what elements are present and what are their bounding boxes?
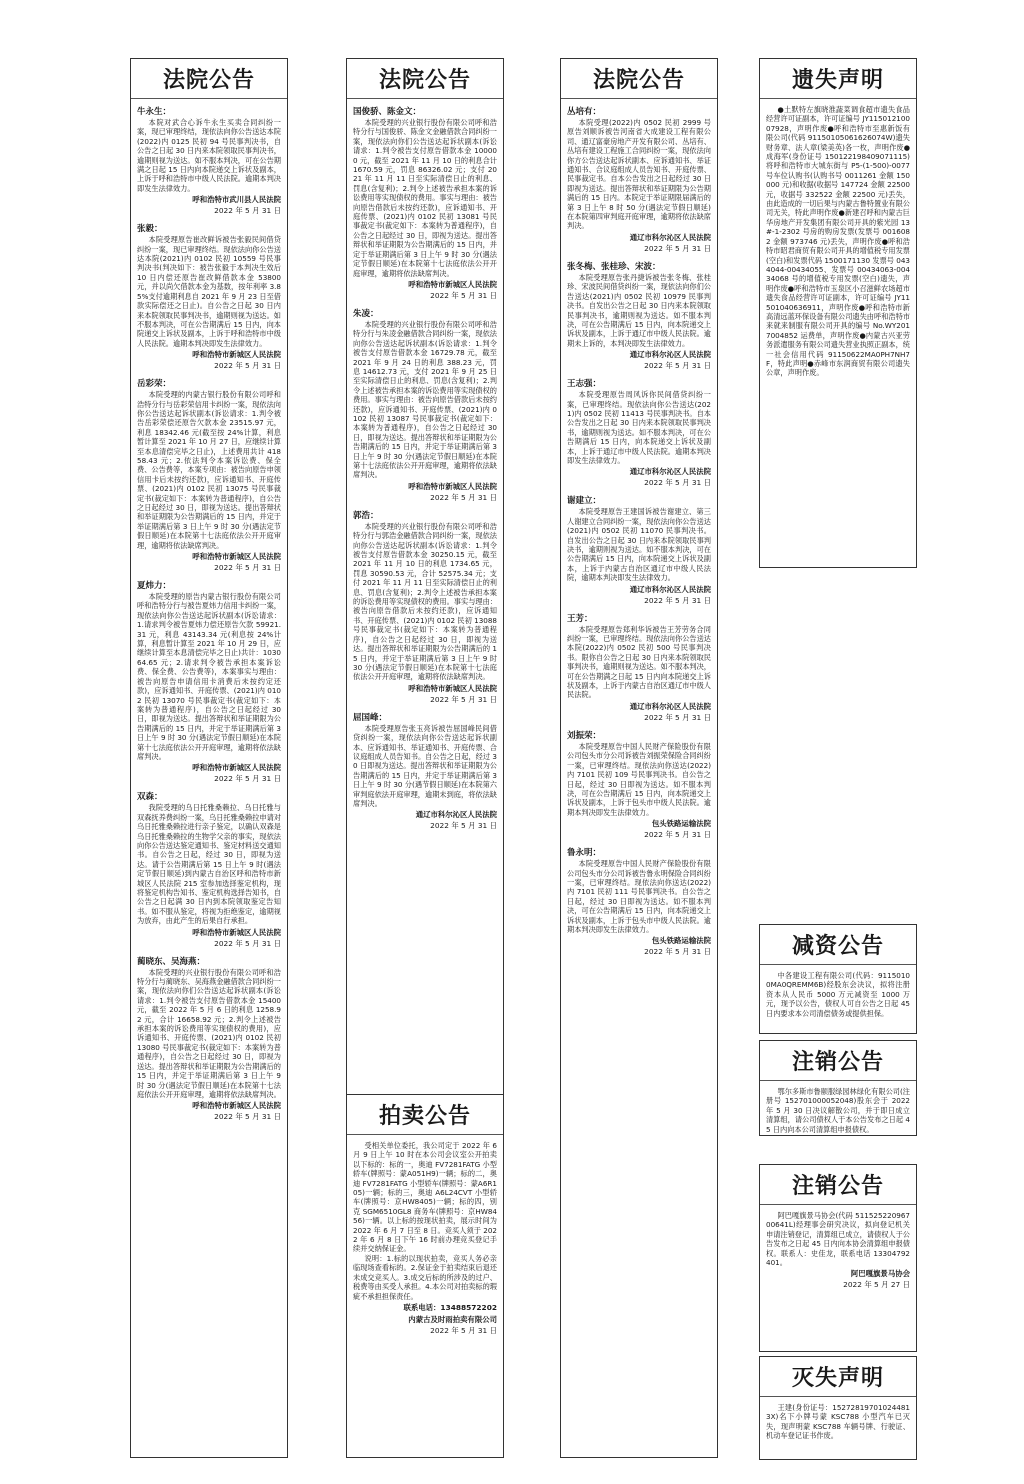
notice-addressee: 朱凌： [353,308,379,319]
notice-addressee: 牛永生： [137,107,172,117]
reduce-heading: 减资公告 [760,929,916,965]
notice-court: 呼和浩特市新城区人民法院 [192,927,281,937]
cancel-date: 2022 年 5 月 27 日 [843,1280,910,1290]
notice [561,846,717,957]
notice-addressee: 双森： [137,792,163,803]
notice-addressee: 屈国峰： [353,712,388,723]
auction-note: 说明：1.标的以现状拍卖，竞买人务必亲临现场查看标的。2.保证金于拍卖结束后退还未成交竞买人。3.成交后标的所涉及的过户、税费等由买受人承担。4.本公司对拍卖标的瑕疵不承担担保责任。 [353,1253,497,1301]
notice-date: 2022 年 5 月 31 日 [644,478,711,488]
notice-addressee: 谢建立： [567,496,602,507]
notice [561,260,717,371]
notice-court: 包头铁路运输法院 [651,936,711,946]
notice [760,1087,916,1134]
notice-addressee: 丛培有： [567,107,602,117]
cancellation-notice-box-2 [759,1164,917,1352]
notice-court: 通辽市科尔沁区人民法院 [629,232,711,242]
cancel-body: 阿巴嘎旗景马协会(代码 51152522096700641L)经理事会研究决议，拟向登记机关申请注销登记，清算组已成立，请债权人于公告发布之日起 45 日内向本协会清算组申报债权。联系人：史佳龙，联系电话 13304792401。 [766,1211,910,1268]
auction-date: 2022 年 5 月 31 日 [430,1325,497,1335]
notice-court: 通辽市科尔沁区人民法院 [629,584,711,594]
notice-addressee: 夏炜力： [137,581,172,592]
auction-heading: 拍卖公告 [347,1099,503,1135]
notice-court: 呼和浩特市新城区人民法院 [408,481,497,491]
notice-addressee: 蔺晓东、吴海燕： [137,956,206,967]
notice-date: 2022 年 5 月 31 日 [214,563,281,573]
notice-court: 通辽市科尔沁区人民法院 [629,701,711,711]
notice-court: 呼和浩特市新城区人民法院 [192,763,281,773]
notice-addressee: 国俊骄、陈金文： [353,107,422,117]
notice-body: 本院受理原告王建国诉被告谢建立、第三人谢建立合同纠纷一案，现依法向你公告送达(2021)内 0502 民初 11070 民事判决书。自发出公告之日起 30 日内来本院领取民事判决书，逾期则视为送达。如不服本判决，可在公告期满后 15 日内，向本院递交上诉状及副本，上诉于内蒙古自治区通辽市中级人民法院，逾期本判决即发生法律效力。 [567,507,711,583]
loss-statement-box [759,1356,917,1460]
notice-date: 2022 年 5 月 31 日 [430,290,497,300]
notice [347,105,503,301]
notice [131,579,287,784]
notice-court: 呼和浩特市新城区人民法院 [408,683,497,693]
court-notice-column-2 [346,58,504,1100]
notice-date: 2022 年 5 月 31 日 [644,361,711,371]
notice [347,1141,503,1336]
notice-body: 我院受理的乌日托雅桑赖拉、乌日托雅与双森抚养费纠纷一案，乌日托雅桑赖拉申请对乌日托雅桑赖拉进行亲子鉴定，以确认双森是乌日托雅桑赖拉的生物学父亲的事实，现依法向你公告送达鉴定通知书、鉴定材料送交通知书。自公告之日起，经过 30 日，即视为送达。请于公告期满后第 15 日上午 9 时(遇法定节假日顺延)到内蒙古自治区呼和浩特市新城区人民法院 215 室参加选择鉴定机构，现将鉴定机构告知书、鉴定机构选择告知书，自公告之日起满 30 日内到本院领取鉴定告知书。如不服从鉴定，将视为拒绝鉴定，逾期视为放弃，由此产生的后果自行承担。 [137,803,281,926]
notice-date: 2022 年 5 月 31 日 [214,938,281,948]
column-heading: 遗失声明 [760,63,916,99]
column-heading: 法院公告 [347,63,503,99]
notice-addressee: 刘振荣： [567,730,602,741]
notice-body: 本院受理的兴业银行股份有限公司呼和浩特分行与郭浩金融借款合同纠纷一案，现依法向你公告送达起诉状副本(诉讼请求：1.判令被告支付原告借款本金 30250.15 元，截至 2021 年 11 月 10 日的利息 1734.65 元，罚息 30590.53 元，合计 52575.34 元；支付 2021 年 11 月 11 日至实际清偿日止的利息、罚息(含复利)；2.判令上述被告承担本案的诉讼费用等实现债权的费用。事实与理由：被告向原告借款后未按约还款)，应诉通知书、开庭传票、(2021)内 0102 民初 13088 号民事裁定书(裁定如下：本案转为普通程序)，自公告之日起经过 30 日，即视为送达。提出答辩状和举证期限为公告期满后的 15 日内，并定于举证期满后第 3 日上午 9 时 30 分(遇法定节假日顺延)在本院第十七法庭依法公开开庭审理，逾期将依法缺席判决。 [353,521,497,682]
lost-statement-body: ●土默特左旗晓淮蔬菜调食超市遗失食品经营许可证副本，许可证编号 JY11501210007928，声明作废●呼和浩特市至惠新饭有限公司(代码 91150105061626074W)遗失财务章、法人章(梁美英)各一枚，声明作废●成海军(身份证号 150122198409071115)将呼和浩特市大城东街与 P5-(1-500)-0077 号车位认购书(认购书号 0011261 金额 150000 元)和收据(收据号 147724 金额 22500 元，收据号 332522 金额 22500 元)丢失，由此造成的一切后果与内蒙古鲁特置业有限公司无关，特此声明作废●新建召呼和内蒙古巨华房地产开发集团有限公司开具的紫光园 13#-1-2302 号房的购房发票(发票号 0016082 金额 973746 元)丢失，声明作废●呼和浩特市昭君商贸有限公司开具的增值税专用发票(空白)和发票代码 1500171130 发票号 0434044-00434055、发票号 00434063-00434068 号的增值税专用发票(空白)遗失，声明作废●呼和浩特市玉泉区小召滋鲜农场超市遗失食品经营许可证副本，许可证编号 JY11501040636911，声明作废●呼和浩特市新高清远蓝环保设备有限公司遗失由呼和浩特市来就来制服有限公司开具的编号 No.WY2017004852 运费单，声明作废●内蒙古兴亚劳务派遣服务有限公司遗失营业执照正副本，统一社会信用代码 91150622MA0PH7NH7F，特此声明●赤峰市东润商贸有限公司遗失公章，声明作废。 [766,105,910,378]
notice-body: 本院受理原告张丹捷诉被告张冬梅、张桂珍、宋波民间借贷纠纷一案，现依法向你们公告送达(2021)内 0502 民初 10979 民事判决书。自发出公告之日起 30 日内来本院领取民事判决书，逾期则视为送达。如不服本判决，可在公告期满后 15 日内，向本院递交上诉状及副本，上诉于通辽市中级人民法院。逾期未上诉的，本判决即发生法律效力。 [567,272,711,348]
notice [347,307,503,503]
notice-date: 2022 年 5 月 31 日 [430,694,497,704]
cancel-signature: 阿巴嘎旗景马协会 [850,1269,910,1279]
notice [760,1211,916,1290]
notice-body: 本院受理的兴业银行股份有限公司呼和浩特分行与国俊骄、陈金文金融借款合同纠纷一案，现依法向你们公告送达起诉状副本(诉讼请求：1.判令被告支付原告借款本金 100000 元，截至 2021 年 11 月 10 日的利息合计 1670.59 元，罚息 86326.02 元；支付 2021 年 11 月 11 日至实际清偿日止的利息、罚息(含复利)；2.判令上述被告承担本案的诉讼费用等实现债权的费用。事实与理由：被告向原告借款后未按约还款)，应诉通知书、开庭传票、(2021)内 0102 民初 13081 号民事裁定书(裁定如下：本案转为普通程序)，自公告之日起经过 30 日，即视为送达。提出答辩状和举证期限为公告期满后的 15 日内，并定于举证期满后第 3 日上午 9 时 30 分(遇法定节假日顺延)在本院第十七法庭依法公开开庭审理，逾期将依法缺席判决。 [353,118,497,278]
notice-body: 本院受理的内蒙古银行股份有限公司呼和浩特分行与岳彩荣信用卡纠纷一案，现依法向你公告送达起诉状副本(诉讼请求：1.判令被告岳彩荣偿还原告欠款本金 23515.97 元，利息 18342.46 元(截至按 24%计算，利息暂计算至 2021 年 10 月 27 日，应继续计算至本息清偿完毕之日止)，上述费用共计 41858.43 元；2.依法判令本案诉讼费、保全费、公告费等，本案专项由：被告向原告申领信用卡后未按约还款)，应诉通知书、开庭传票、(2021)内 0102 民初 13075 号民事裁定书(裁定如下：本案转为普通程序)，自公告之日起经过 30 日，即视为送达。提出答辩状和举证期限为公告期满后的 15 日内，并定于举证期满后第 3 日上午 9 时 30 分(遇法定节假日顺延)在本院第十七法庭依法公开开庭审理，逾期将依法缺席判决。 [137,390,281,550]
auction-company: 内蒙古及时雨拍卖有限公司 [408,1314,497,1324]
column-heading: 法院公告 [561,63,717,99]
cancel-heading: 注销公告 [760,1045,916,1081]
notice-date: 2022 年 5 月 31 日 [430,492,497,502]
notice-date: 2022 年 5 月 31 日 [214,774,281,784]
notice [760,971,916,1018]
notice-body: 本院受理的原告内蒙古银行股份有限公司呼和浩特分行与被告夏炜力信用卡纠纷一案，现依法向你公告送达起诉状副本(诉讼请求：1.请求判令被告夏炜力偿还原告欠款 59921.31 元，利息 43143.34 元(利息按 24%计算，利息暂计算至 2021 年 10 月 29 日，应继续计算至本息清偿完毕之日止)共计：103064.65 元；2.请求判令被告承担本案诉讼费、保全费、公告费等)，本案事实与理由：被告向原告申请信用卡消费后未按约定还款)，应诉通知书、开庭传票、(2021)内 0102 民初 13070 号民事裁定书(裁定如下：本案转为普通程序)，自公告之日起经过 30 日，即视为送达。提出答辩状和举证期限为公告期满后的 15 日内，并定于举证期满后第 3 日上午 9 时 30 分(遇法定节假日顺延)在本院第十七法庭依法公开开庭审理，逾期将依法缺席判决。 [137,592,281,761]
loss-heading: 灭失声明 [760,1361,916,1397]
notice-date: 2022 年 5 月 31 日 [644,830,711,840]
auction-contact: 联系电话：13488572202 [403,1302,497,1312]
notice-date: 2022 年 5 月 31 日 [214,361,281,371]
notice [131,377,287,573]
notice [347,711,503,832]
auction-notice-box [346,1094,504,1458]
notice-addressee: 张毅： [137,224,163,235]
notice-body: 本院受理的兴业银行股份有限公司呼和浩特分行与蔺晓东、吴海燕金融借款合同纠纷一案，现依法向你们公告送达起诉状副本(诉讼请求：1.判令被告支付原告借款本金 15400 元，截至 2022 年 5 月 6 日的利息 1258.92 元，合计 16658.92 元；2.判令上述被告承担本案的诉讼费用等实现债权的费用)，应诉通知书、开庭传票、(2021)内 0102 民初 13080 号民事裁定书(裁定如下：本案转为普通程序)，自公告之日起经过 30 日，即视为送达。提出答辩状和举证期限为公告期满后的 15 日内，并定于举证期满后第 3 日上午 9 时 30 分(遇法定节假日顺延)在本院第十七法庭依法公开开庭审理，逾期将依法缺席判决。 [137,967,281,1099]
notice-body: 本院对武合心诉牛永生买卖合同纠纷一案，现已审理终结，现依法向你公告送达本院(2022)内 0125 民初 94 号民事判决书，自公告之日起 30 日内来本院领取民事判决书，逾期则视为送达。如不服本判决，可在公告期满之日起 15 日内向本院递交上诉状及副本，上诉于呼和浩特市中级人民法院。逾期本判决即发生法律效力。 [137,118,281,193]
notice-body: 本院受理(2022)内 0502 民初 2999 号原告刘顺诉被告河南省大成建设工程有限公司、通辽富豪房地产开发有限公司、丛培有、丛培有建设工程施工合同纠纷一案，现依法向你方公告送达起诉状副本、应诉通知书、举证通知书、合议庭组成人员告知书、开庭传票、民事裁定书。自本公告发出之日起经过 30 日即视为送达。提出答辩状和举证期限为公告期满后的 15 日内。本院定于举证期限届满后的第 3 日上午 8 时 50 分(遇法定节假日顺延)在本院第四审判庭开庭审理，逾期将依法缺席判决。 [567,118,711,231]
notice-addressee: 鲁永明： [567,848,602,859]
notice-court: 呼和浩特市武川县人民法院 [192,195,281,205]
loss-body: 王建(身份证号：152728197010244813X)名下小牌号蒙 KSC788 小型汽车已灭失，现声明蒙 KSC788 车辆号牌、行驶证、机动车登记证书作废。 [766,1403,910,1441]
notice-body: 本院受理原告崔改鲜诉被告张毅民间借贷纠纷一案，现已审理终结。现依法向你公告送达本院(2021)内 0102 民初 10559 号民事判决书(判决如下：被告张毅于本判决生效后 10 日内偿还原告崔改鲜借款本金 53800 元，并以尚欠借款本金为基数，按年利率 3.85%支付逾期利息自 2021 年 9 月 23 日至借款实际偿还之日止)。自公告之日起 30 日内来本院领取民事判决书，逾期则视为送达。如不服本判决，可在公告期满后 15 日内，向本院递交上诉状及副本，上诉于呼和浩特市中级人民法院。逾期本判决即发生法律效力。 [137,235,281,348]
capital-reduction-box [759,924,917,1034]
notice-addressee: 郭浩： [353,510,379,521]
column-heading: 法院公告 [131,63,287,99]
lost-statement-column [759,58,917,568]
notice-court: 通辽市科尔沁区人民法院 [629,467,711,477]
cancellation-notice-box-1 [759,1040,917,1136]
notice [131,105,287,216]
notice-date: 2022 年 5 月 31 日 [644,595,711,605]
notice-body: 本院受理原告中国人民财产保险股份有限公司包头市分公司诉被告刘振荣保险合同纠纷一案，已审理终结。现依法向你送达(2022)内 7101 民初 109 号民事判决书。自公告之日起，经过 30 日即视为送达。如不服本判决，可在公告期满后 15 日内，向本院递交上诉状及副本，上诉于包头市中级人民法院。逾期本判决即发生法律效力。 [567,741,711,817]
notice-court: 呼和浩特市新城区人民法院 [192,350,281,360]
notice [561,105,717,254]
notice-addressee: 王志强： [567,379,602,390]
notice-date: 2022 年 5 月 31 日 [214,1112,281,1122]
notice-court: 呼和浩特市新城区人民法院 [192,1101,281,1111]
notice-body: 本院受理原告中国人民财产保险股份有限公司包头市分公司诉被告鲁永明保险合同纠纷一案，已审理终结。现依法向你送达(2022)内 7101 民初 111 号民事判决书。自公告之日起，经过 30 日即视为送达。如不服本判决，可在公告期满后 15 日内，向本院递交上诉状及副本，上诉于包头市中级人民法院。逾期本判决即发生法律效力。 [567,859,711,934]
notice-addressee: 张冬梅、张桂珍、宋波： [567,261,661,272]
notice-body: 本院受理原告张玉亮诉被告屈国峰民间借贷纠纷一案，现依法向你公告送达起诉状副本、应诉通知书、举证通知书、开庭传票、合议庭组成人员告知书。自公告之日起，经过 30 日即视为送达。提出答辩状和举证期限为公告期满后的 15 日内，并定于举证期满后第 3 日上午 9 时 30 分(遇节假日顺延)在本院第六审判庭依法开庭审理，逾期未到庭，将依法缺席判决。 [353,723,497,808]
court-notice-column-3 [560,58,718,1458]
notice [561,377,717,488]
notice-court: 呼和浩特市新城区人民法院 [408,279,497,289]
cancel-body: 鄂尔多斯市鲁颐服绿园林绿化有限公司(注册号 152701000052048)股东会于 2022 年 5 月 30 日决议解散公司，并于即日成立清算组，请公司债权人于本公告发布之日起 45 日内向本公司清算组申报债权。 [766,1087,910,1134]
notice-addressee: 王芳： [567,613,593,624]
notice [561,612,717,723]
notice-body: 本院受理原告周风诉你民间借贷纠纷一案，已审理终结。现依法向你公告送达(2021)内 0502 民初 11413 号民事判决书。自本公告发出之日起 30 日内来本院领取民事判决书，逾期则视为送达。如不服本判决，可在公告期满后 15 日内，向本院递交上诉状及副本，上诉于通辽市中级人民法院。逾期本判决即发生法律效力。 [567,390,711,465]
notice [131,222,287,371]
notice [131,790,287,948]
notice-court: 呼和浩特市新城区人民法院 [192,552,281,562]
notice [347,509,503,705]
notice-date: 2022 年 5 月 31 日 [644,712,711,722]
court-notice-column-1 [130,58,288,1458]
notice-court: 通辽市科尔沁区人民法院 [629,350,711,360]
notice-body: 本院受理的兴业银行股份有限公司呼和浩特分行与朱凌金融借款合同纠纷一案，现依法向你公告送达起诉状副本(诉讼请求：1.判令被告支付原告借款本金 16729.78 元，截至 2021 年 9 月 24 日的利息 388.23 元，罚息 14612.73 元，支付 2021 年 9 月 25 日至实际清偿日止的利息、罚息(含复利)；2.判令上述被告承担本案的诉讼费用等实现债权的费用。事实与理由：被告向原告借款后未按约还款)，应诉通知书、开庭传票、(2021)内 0102 民初 13087 号民事裁定书(裁定如下：本案转为普通程序)，自公告之日起经过 30 日，即视为送达。提出答辩状和举证期限为公告期满后的 15 日内，并定于举证期满后第 3 日上午 9 时 30 分(遇法定节假日顺延)在本院第十七法庭依法公开开庭审理，逾期将依法缺席判决。 [353,319,497,480]
notice-body: 本院受理原告郑利华诉被告王芳劳务合同纠纷一案，已审理终结。现依法向你公告送达本院(2022)内 0502 民初 500 号民事判决书。限你自公告之日起 30 日内来本院领取民事判决书，逾期则视为送达。如不服本判决，可在公告期满之日起 15 日内向本院递交上诉状及副本，上诉于内蒙古自治区通辽市中级人民法院。 [567,624,711,700]
notice-court: 通辽市科尔沁区人民法院 [415,810,497,820]
notice-date: 2022 年 5 月 31 日 [214,206,281,216]
reduce-body: 中各建设工程有限公司(代码：91150100MA0QREMM6B)经股东会决议，拟将注册资本从人民币 5000 万元减资至 1000 万元，现予以公告，债权人可自公告之日起 45 日内要求本公司清偿债务或提供担保。 [766,971,910,1018]
notice [131,955,287,1123]
notice-date: 2022 年 5 月 31 日 [430,821,497,831]
notice [561,729,717,840]
cancel-heading: 注销公告 [760,1169,916,1205]
notice [760,105,916,378]
notice-court: 包头铁路运输法院 [651,819,711,829]
auction-body: 受相关单位委托，我公司定于 2022 年 6 月 9 日上午 10 时在本公司会议室公开拍卖以下标的：标的一，奥迪 FV7281FATG 小型轿车(牌照号：蒙A051H9)一辆；标的二，奥迪 FV7281FATG 小型轿车(牌照号：蒙A6R105)一辆；标的三，奥迪 A6L24CVT 小型轿车(牌照号：京HW8405)一辆；标的四，别克 SGM6510GL8 商务车(牌照号：京HW8456)一辆。以上标的按现状拍卖，展示时间为 2022 年 6 月 7 日至 8 日。竞买人须于 2022 年 6 月 8 日下午 16 时前办理竞买登记手续并交纳保证金。 [353,1141,497,1254]
notice-date: 2022 年 5 月 31 日 [644,243,711,253]
notice [561,494,717,605]
notice-date: 2022 年 5 月 31 日 [644,947,711,957]
notice [760,1403,916,1441]
notice-addressee: 岳彩荣： [137,379,172,390]
